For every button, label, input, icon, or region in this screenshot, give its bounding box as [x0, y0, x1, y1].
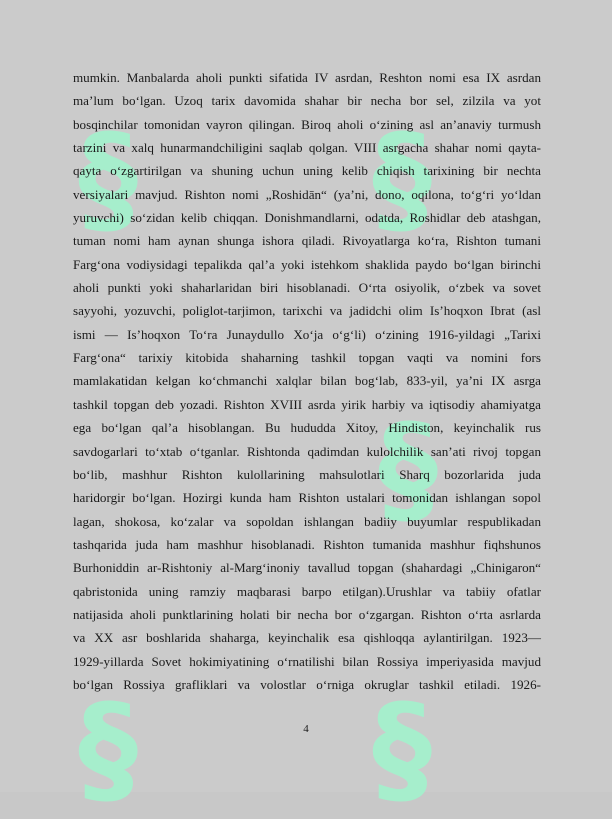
text-line: natijasida aholi punktlarining holati bir necha bor o‘zgargan. Rishton o‘rta asrlarda [73, 606, 541, 622]
text-line: ma’lum bo‘lgan. Uzoq tarix davomida shahar bir necha bor sel, zilzila va yot [73, 93, 541, 109]
text-line: sayyohi, yozuvchi, poliglot-tarjimon, tarixchi va jadidchi olim Is’hoqxon Ibrat (asl [73, 303, 541, 319]
text-line: bo‘lgan Rossiya grafliklari va volostlar o‘rniga okruglar tashkil etiladi. 1926- [73, 676, 541, 692]
document-page: § § § § § mumkin. Manbalarda aholi punkti sifatida IV asrdan, Reshton nomi esa IX asrdan ma’lum bo‘lgan. Uzoq tarix davomida shahar bir necha bor sel, zilzila va yot bosqinchilar tomonidan vayron qilingan. Biroq aholi o‘zining asl an’anaviy turmush tarzini va xalq hunarmandchiligini saqlab qolgan. VIII asrgacha shahar nomi qayta- qayta o‘zgartirilgan va shuning uchun uning kelib chiqish tarixining bir nechta versiyalari mavjud. Rishton nomi „Roshidān“ (ya’ni, dono, oqilona, to‘g‘ri yo‘ldan yuruvchi) so‘zidan kelib chiqqan. Donishmandlarni, odatda, Roshidlar deb atashgan, tuman nomi ham aynan shunga ishora qiladi. Rivoyatlarga ko‘ra, Rishton tumani Farg‘ona vodiysidagi tepalikda qal’a yoki istehkom shaklida paydo bo‘lgan birinchi aholi punkti yoki shaharlaridan biri hisoblanadi. O‘rta osiyolik, o‘zbek va sovet sayyohi, yozuvchi, poliglot-tarjimon, tarixchi va jadidchi olim Is’hoqxon Ibrat (asl ismi — Is’hoqxon To‘ra Junaydullo Xo‘ja o‘g‘li) o‘zining 1916-yildagi „Tarixi Farg‘ona“ tarixiy kitobida shaharning tashkil topgan vaqti va nomini fors mamlakatidan kelgan ko‘chmanchi xalqlar bilan bog‘lab, 833-yil, ya’ni IX asrga tashkil topgan deb yozadi. Rishton XVIII asrda yirik harbiy va iqtisodiy ahamiyatga ega bo‘lgan qal’a hisoblangan. Bu hududda Xitoy, Hindiston, keyinchalik rus savdogarlari to‘xtab o‘tganlar. Rishtonda qadimdan kulolchilik san’ati rivoj topgan bo‘lib, mashhur Rishton kulollarining mahsulotlari Sharq bozorlarida juda haridorgir bo‘lgan. Hozirgi kunda ham Rishton ustalari tomonidan ishlangan sopol lagan, shokosa, ko‘zalar va sopoldan ishlangan badiiy buyumlar respublikadan tashqarida juda ham mashhur hisoblanadi. Rishton tumanida mashhur fiqhshunos Burhoniddin ar-Rishtoniy al-Marg‘inoniy tavallud topgan (shahardagi „Chinigaron“ qabristonida uning ramziy maqbarasi barpo etilgan).Urushlar va tabiiy ofatlar natijasida aholi punktlarining holati bir necha bor o‘zgargan. Rishton o‘rta asrlarda va XX asr boshlarida shaharga, keyinchalik esa qishloqqa aylantirilgan. 1923— 1929-yillarda Sovet hokimiyatining o‘rnatilishi bilan Rossiya imperiyasida mavjud bo‘lgan Rossiya grafliklari va volostlar o‘rniga okruglar tashkil etiladi. 1926- 4 [0, 0, 612, 792]
text-line: mumkin. Manbalarda aholi punkti sifatida IV asrdan, Reshton nomi esa IX asrdan [73, 70, 541, 85]
text-line: aholi punkti yoki shaharlaridan biri hisoblanadi. O‘rta osiyolik, o‘zbek va sovet [73, 280, 541, 296]
text-line: Farg‘ona“ tarixiy kitobida shaharning tashkil topgan vaqti va nomini fors [73, 350, 541, 366]
text-line: versiyalari mavjud. Rishton nomi „Roshidān“ (ya’ni, dono, oqilona, to‘g‘ri yo‘ldan [73, 186, 541, 202]
text-line: mamlakatidan kelgan ko‘chmanchi xalqlar bilan bog‘lab, 833-yil, ya’ni IX asrga [73, 373, 541, 389]
text-line: bo‘lib, mashhur Rishton kulollarining mahsulotlari Sharq bozorlarida juda [73, 466, 541, 482]
text-line: savdogarlari to‘xtab o‘tganlar. Rishtonda qadimdan kulolchilik san’ati rivoj topgan [73, 443, 541, 459]
page-number: 4 [303, 723, 309, 735]
text-line: tuman nomi ham aynan shunga ishora qiladi. Rivoyatlarga ko‘ra, Rishton tumani [73, 233, 541, 249]
text-line: Burhoniddin ar-Rishtoniy al-Marg‘inoniy tavallud topgan (shahardagi „Chinigaron“ [73, 560, 541, 576]
text-line: haridorgir bo‘lgan. Hozirgi kunda ham Rishton ustalari tomonidan ishlangan sopol [73, 490, 541, 506]
text-line: 1929-yillarda Sovet hokimiyatining o‘rnatilishi bilan Rossiya imperiyasida mavjud [73, 653, 541, 669]
text-line: va XX asr boshlarida shaharga, keyinchalik esa qishloqqa aylantirilgan. 1923— [73, 630, 541, 646]
text-line: yuruvchi) so‘zidan kelib chiqqan. Donishmandlarni, odatda, Roshidlar deb atashgan, [73, 210, 541, 226]
text-line: tashqarida juda ham mashhur hisoblanadi. Rishton tumanida mashhur fiqhshunos [73, 536, 541, 552]
text-line: tashkil topgan deb yozadi. Rishton XVIII asrda yirik harbiy va iqtisodiy ahamiyatga [73, 396, 541, 412]
text-line: bosqinchilar tomonidan vayron qilingan. Biroq aholi o‘zining asl an’anaviy turmush [73, 116, 541, 132]
text-line: tarzini va xalq hunarmandchiligini saqlab qolgan. VIII asrgacha shahar nomi qayta- [73, 140, 541, 156]
text-line: qayta o‘zgartirilgan va shuning uchun uning kelib chiqish tarixining bir nechta [73, 163, 541, 179]
text-line: ega bo‘lgan qal’a hisoblangan. Bu hududda Xitoy, Hindiston, keyinchalik rus [73, 420, 541, 436]
body-paragraph [73, 66, 541, 696]
text-line: qabristonida uning ramziy maqbarasi barpo etilgan).Urushlar va tabiiy ofatlar [73, 583, 541, 599]
text-line: ismi — Is’hoqxon To‘ra Junaydullo Xo‘ja o‘g‘li) o‘zining 1916-yildagi „Tarixi [73, 326, 541, 342]
text-line: lagan, shokosa, ko‘zalar va sopoldan ishlangan badiiy buyumlar respublikadan [73, 513, 541, 529]
text-line: Farg‘ona vodiysidagi tepalikda qal’a yoki istehkom shaklida paydo bo‘lgan birinchi [73, 256, 541, 272]
